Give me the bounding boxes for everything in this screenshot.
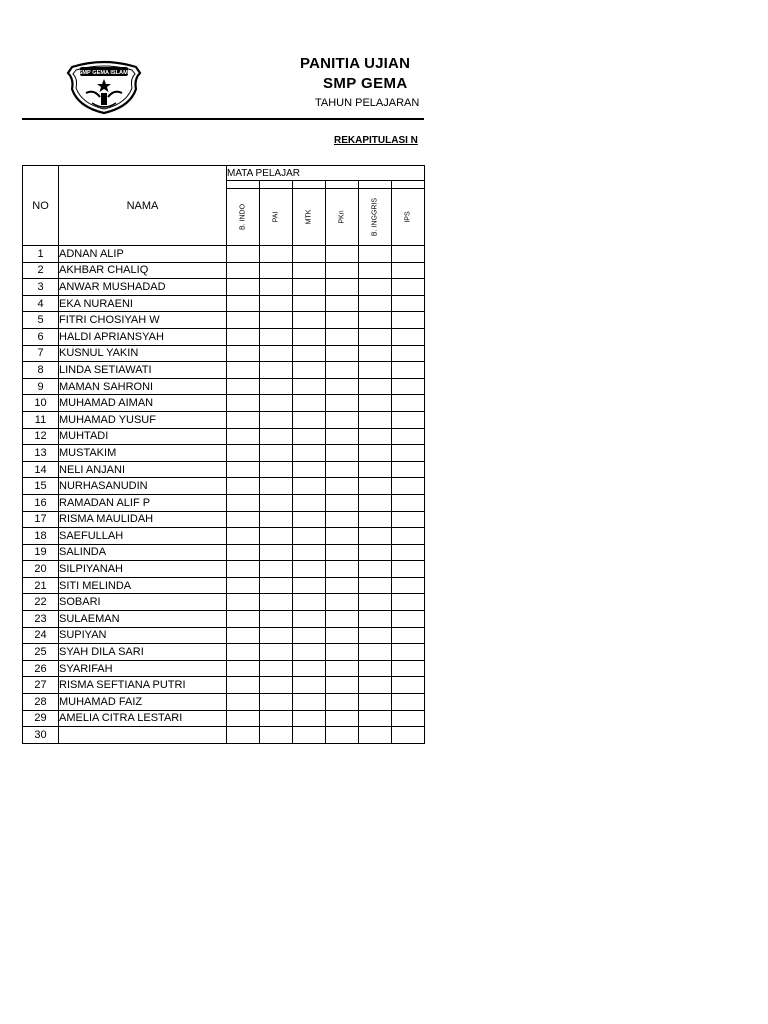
grade-cell[interactable] bbox=[227, 295, 260, 312]
grade-cell[interactable] bbox=[260, 345, 293, 362]
table-row bbox=[23, 694, 425, 711]
grade-cell[interactable] bbox=[260, 727, 293, 744]
grade-cell[interactable] bbox=[293, 528, 326, 545]
grade-cell[interactable] bbox=[392, 378, 425, 395]
grade-cell[interactable] bbox=[326, 295, 359, 312]
subject-spacer bbox=[260, 181, 293, 189]
grade-cell[interactable] bbox=[227, 411, 260, 428]
grade-cell[interactable] bbox=[293, 644, 326, 661]
grade-cell[interactable] bbox=[227, 561, 260, 578]
grade-cell[interactable] bbox=[260, 378, 293, 395]
grade-cell[interactable] bbox=[293, 494, 326, 511]
grade-cell[interactable] bbox=[392, 561, 425, 578]
grade-cell[interactable] bbox=[260, 677, 293, 694]
table-row bbox=[23, 611, 425, 628]
grade-cell[interactable] bbox=[359, 677, 392, 694]
grade-cell[interactable] bbox=[326, 561, 359, 578]
grade-cell[interactable] bbox=[326, 328, 359, 345]
row-number: 17 bbox=[23, 511, 59, 528]
table-row bbox=[23, 577, 425, 594]
grade-cell[interactable] bbox=[260, 528, 293, 545]
grade-cell[interactable] bbox=[359, 362, 392, 379]
grade-cell[interactable] bbox=[392, 312, 425, 329]
grade-cell[interactable] bbox=[359, 561, 392, 578]
grade-cell[interactable] bbox=[326, 312, 359, 329]
column-header-nama: NAMA bbox=[59, 166, 227, 246]
grade-cell[interactable] bbox=[293, 478, 326, 495]
grade-cell[interactable] bbox=[326, 461, 359, 478]
row-number: 6 bbox=[23, 328, 59, 345]
grade-cell[interactable] bbox=[326, 694, 359, 711]
grade-cell[interactable] bbox=[359, 694, 392, 711]
grade-cell[interactable] bbox=[392, 478, 425, 495]
grade-cell[interactable] bbox=[260, 694, 293, 711]
grade-cell[interactable] bbox=[293, 611, 326, 628]
grade-cell[interactable] bbox=[326, 395, 359, 412]
subject-header bbox=[359, 189, 392, 246]
student-name: MUSTAKIM bbox=[59, 445, 227, 462]
table-row bbox=[23, 328, 425, 345]
grade-cell[interactable] bbox=[392, 494, 425, 511]
grade-cell[interactable] bbox=[293, 544, 326, 561]
table-row bbox=[23, 395, 425, 412]
table-row bbox=[23, 561, 425, 578]
grade-cell[interactable] bbox=[326, 279, 359, 296]
student-name: SULAEMAN bbox=[59, 611, 227, 628]
logo-text: SMP GEMA ISLAMI bbox=[78, 70, 130, 76]
grade-cell[interactable] bbox=[392, 345, 425, 362]
grade-cell[interactable] bbox=[293, 295, 326, 312]
grade-cell[interactable] bbox=[392, 611, 425, 628]
grade-cell[interactable] bbox=[227, 279, 260, 296]
grade-cell[interactable] bbox=[392, 627, 425, 644]
grade-cell[interactable] bbox=[359, 710, 392, 727]
grade-cell[interactable] bbox=[326, 528, 359, 545]
grade-cell[interactable] bbox=[326, 577, 359, 594]
grade-cell[interactable] bbox=[293, 445, 326, 462]
grade-cell[interactable] bbox=[227, 577, 260, 594]
grade-cell[interactable] bbox=[227, 727, 260, 744]
subject-spacer bbox=[392, 181, 425, 189]
subject-spacer bbox=[227, 181, 260, 189]
grade-cell[interactable] bbox=[326, 378, 359, 395]
grade-cell[interactable] bbox=[293, 378, 326, 395]
grade-cell[interactable] bbox=[326, 627, 359, 644]
grade-cell[interactable] bbox=[359, 246, 392, 263]
grade-cell[interactable] bbox=[326, 445, 359, 462]
row-number: 18 bbox=[23, 528, 59, 545]
student-name: ADNAN ALIP bbox=[59, 246, 227, 263]
grade-cell[interactable] bbox=[293, 694, 326, 711]
grade-cell[interactable] bbox=[359, 378, 392, 395]
grade-cell[interactable] bbox=[227, 328, 260, 345]
grade-cell[interactable] bbox=[260, 577, 293, 594]
student-name: HALDI APRIANSYAH bbox=[59, 328, 227, 345]
subject-label: PAI bbox=[272, 211, 280, 223]
grade-cell[interactable] bbox=[227, 378, 260, 395]
student-name: SYARIFAH bbox=[59, 660, 227, 677]
grade-cell[interactable] bbox=[260, 627, 293, 644]
grade-cell[interactable] bbox=[293, 461, 326, 478]
table-row bbox=[23, 594, 425, 611]
grade-cell[interactable] bbox=[359, 461, 392, 478]
subject-label: IPS bbox=[404, 211, 412, 223]
grade-cell[interactable] bbox=[227, 594, 260, 611]
table-row bbox=[23, 478, 425, 495]
subject-header bbox=[326, 189, 359, 246]
student-name: RAMADAN ALIF P bbox=[59, 494, 227, 511]
row-number: 16 bbox=[23, 494, 59, 511]
table-row bbox=[23, 428, 425, 445]
row-number: 27 bbox=[23, 677, 59, 694]
school-name: SMP GEMA bbox=[323, 75, 408, 92]
grade-cell[interactable] bbox=[326, 345, 359, 362]
student-name: AMELIA CITRA LESTARI bbox=[59, 710, 227, 727]
grade-cell[interactable] bbox=[392, 295, 425, 312]
grade-cell[interactable] bbox=[392, 328, 425, 345]
student-name: MUHAMAD YUSUF bbox=[59, 411, 227, 428]
grade-cell[interactable] bbox=[260, 544, 293, 561]
grade-cell[interactable] bbox=[359, 660, 392, 677]
table-row bbox=[23, 528, 425, 545]
row-number: 29 bbox=[23, 710, 59, 727]
row-number: 11 bbox=[23, 411, 59, 428]
grade-cell[interactable] bbox=[359, 328, 392, 345]
student-name bbox=[59, 727, 227, 744]
grade-cell[interactable] bbox=[326, 494, 359, 511]
grade-cell[interactable] bbox=[260, 312, 293, 329]
grade-cell[interactable] bbox=[227, 644, 260, 661]
table-row bbox=[23, 312, 425, 329]
grade-cell[interactable] bbox=[293, 345, 326, 362]
grade-cell[interactable] bbox=[260, 561, 293, 578]
grade-cell[interactable] bbox=[260, 660, 293, 677]
student-name: MUHAMAD AIMAN bbox=[59, 395, 227, 412]
grade-cell[interactable] bbox=[359, 345, 392, 362]
grade-cell[interactable] bbox=[392, 677, 425, 694]
grade-cell[interactable] bbox=[293, 577, 326, 594]
grade-cell[interactable] bbox=[260, 594, 293, 611]
grade-cell[interactable] bbox=[227, 710, 260, 727]
subject-label: MTK bbox=[305, 209, 313, 225]
grade-cell[interactable] bbox=[260, 511, 293, 528]
grade-cell[interactable] bbox=[359, 644, 392, 661]
student-name: SOBARI bbox=[59, 594, 227, 611]
student-name: RISMA SEFTIANA PUTRI bbox=[59, 677, 227, 694]
grade-cell[interactable] bbox=[359, 262, 392, 279]
subject-spacer bbox=[293, 181, 326, 189]
student-name: NURHASANUDIN bbox=[59, 478, 227, 495]
subject-header bbox=[392, 189, 425, 246]
row-number: 15 bbox=[23, 478, 59, 495]
grade-cell[interactable] bbox=[326, 644, 359, 661]
grade-cell[interactable] bbox=[260, 362, 293, 379]
grades-table bbox=[22, 165, 425, 744]
grade-cell[interactable] bbox=[326, 362, 359, 379]
grade-cell[interactable] bbox=[227, 611, 260, 628]
grade-cell[interactable] bbox=[392, 362, 425, 379]
grade-cell[interactable] bbox=[260, 710, 293, 727]
row-number: 24 bbox=[23, 627, 59, 644]
table-row bbox=[23, 445, 425, 462]
grade-cell[interactable] bbox=[293, 428, 326, 445]
table-row bbox=[23, 511, 425, 528]
grade-cell[interactable] bbox=[227, 544, 260, 561]
student-name: MUHAMAD FAIZ bbox=[59, 694, 227, 711]
grade-cell[interactable] bbox=[227, 246, 260, 263]
grade-cell[interactable] bbox=[392, 262, 425, 279]
grade-cell[interactable] bbox=[392, 528, 425, 545]
grade-cell[interactable] bbox=[326, 411, 359, 428]
grade-cell[interactable] bbox=[392, 710, 425, 727]
row-number: 28 bbox=[23, 694, 59, 711]
student-name: MUHTADI bbox=[59, 428, 227, 445]
row-number: 26 bbox=[23, 660, 59, 677]
grade-cell[interactable] bbox=[260, 494, 293, 511]
row-number: 23 bbox=[23, 611, 59, 628]
student-name: NELI ANJANI bbox=[59, 461, 227, 478]
row-number: 8 bbox=[23, 362, 59, 379]
subject-label: B. INGGRIS bbox=[371, 197, 379, 237]
grade-cell[interactable] bbox=[227, 478, 260, 495]
grade-cell[interactable] bbox=[392, 246, 425, 263]
table-row bbox=[23, 544, 425, 561]
grade-cell[interactable] bbox=[227, 528, 260, 545]
grade-cell[interactable] bbox=[227, 627, 260, 644]
student-name: AKHBAR CHALIQ bbox=[59, 262, 227, 279]
row-number: 5 bbox=[23, 312, 59, 329]
grade-cell[interactable] bbox=[293, 262, 326, 279]
grade-cell[interactable] bbox=[326, 677, 359, 694]
subject-spacer bbox=[359, 181, 392, 189]
row-number: 21 bbox=[23, 577, 59, 594]
grade-cell[interactable] bbox=[227, 694, 260, 711]
grade-cell[interactable] bbox=[392, 511, 425, 528]
grade-cell[interactable] bbox=[359, 627, 392, 644]
grade-cell[interactable] bbox=[326, 246, 359, 263]
grade-cell[interactable] bbox=[293, 594, 326, 611]
grade-cell[interactable] bbox=[293, 727, 326, 744]
grade-cell[interactable] bbox=[392, 461, 425, 478]
subject-header bbox=[227, 189, 260, 246]
grade-cell[interactable] bbox=[326, 511, 359, 528]
grade-cell[interactable] bbox=[359, 395, 392, 412]
student-name: EKA NURAENI bbox=[59, 295, 227, 312]
table-row bbox=[23, 494, 425, 511]
table-row bbox=[23, 644, 425, 661]
table-row bbox=[23, 627, 425, 644]
grade-cell[interactable] bbox=[227, 345, 260, 362]
row-number: 22 bbox=[23, 594, 59, 611]
grade-cell[interactable] bbox=[392, 445, 425, 462]
grade-cell[interactable] bbox=[326, 660, 359, 677]
table-row bbox=[23, 246, 425, 263]
row-number: 1 bbox=[23, 246, 59, 263]
row-number: 9 bbox=[23, 378, 59, 395]
grade-cell[interactable] bbox=[359, 511, 392, 528]
grade-cell[interactable] bbox=[293, 328, 326, 345]
table-row bbox=[23, 461, 425, 478]
grade-cell[interactable] bbox=[392, 727, 425, 744]
grade-cell[interactable] bbox=[326, 611, 359, 628]
grade-cell[interactable] bbox=[392, 395, 425, 412]
committee-title: PANITIA UJIAN bbox=[300, 55, 411, 72]
grade-cell[interactable] bbox=[326, 478, 359, 495]
grade-cell[interactable] bbox=[260, 445, 293, 462]
grade-cell[interactable] bbox=[326, 710, 359, 727]
table-row bbox=[23, 362, 425, 379]
subject-spacer bbox=[326, 181, 359, 189]
grade-cell[interactable] bbox=[359, 577, 392, 594]
student-name: SUPIYAN bbox=[59, 627, 227, 644]
row-number: 12 bbox=[23, 428, 59, 445]
grade-cell[interactable] bbox=[359, 494, 392, 511]
grade-cell[interactable] bbox=[260, 428, 293, 445]
grade-cell[interactable] bbox=[392, 544, 425, 561]
row-number: 20 bbox=[23, 561, 59, 578]
student-name: ANWAR MUSHADAD bbox=[59, 279, 227, 296]
grade-cell[interactable] bbox=[326, 594, 359, 611]
grade-cell[interactable] bbox=[359, 478, 392, 495]
grade-cell[interactable] bbox=[293, 561, 326, 578]
grade-cell[interactable] bbox=[227, 428, 260, 445]
grade-cell[interactable] bbox=[293, 411, 326, 428]
grade-cell[interactable] bbox=[260, 611, 293, 628]
row-number: 4 bbox=[23, 295, 59, 312]
table-row bbox=[23, 411, 425, 428]
subjects-group-header: MATA PELAJAR bbox=[227, 166, 425, 181]
grade-cell[interactable] bbox=[260, 395, 293, 412]
grade-cell[interactable] bbox=[359, 279, 392, 296]
grade-cell[interactable] bbox=[293, 246, 326, 263]
student-name: KUSNUL YAKIN bbox=[59, 345, 227, 362]
row-number: 13 bbox=[23, 445, 59, 462]
grade-cell[interactable] bbox=[227, 511, 260, 528]
grade-cell[interactable] bbox=[392, 694, 425, 711]
grade-cell[interactable] bbox=[359, 544, 392, 561]
table-row bbox=[23, 279, 425, 296]
student-name: SAEFULLAH bbox=[59, 528, 227, 545]
student-name: SITI MELINDA bbox=[59, 577, 227, 594]
row-number: 19 bbox=[23, 544, 59, 561]
grade-cell[interactable] bbox=[293, 395, 326, 412]
grade-cell[interactable] bbox=[260, 279, 293, 296]
grade-cell[interactable] bbox=[359, 312, 392, 329]
grade-cell[interactable] bbox=[392, 428, 425, 445]
student-name: SALINDA bbox=[59, 544, 227, 561]
header-divider bbox=[22, 118, 424, 120]
grade-cell[interactable] bbox=[392, 644, 425, 661]
grade-cell[interactable] bbox=[260, 461, 293, 478]
grade-cell[interactable] bbox=[227, 660, 260, 677]
grade-cell[interactable] bbox=[392, 279, 425, 296]
grade-cell[interactable] bbox=[359, 528, 392, 545]
table-row bbox=[23, 677, 425, 694]
grade-cell[interactable] bbox=[326, 727, 359, 744]
table-row bbox=[23, 660, 425, 677]
grade-cell[interactable] bbox=[359, 727, 392, 744]
grade-cell[interactable] bbox=[359, 295, 392, 312]
report-title: REKAPITULASI N bbox=[334, 135, 418, 146]
table-row bbox=[23, 262, 425, 279]
student-name: FITRI CHOSIYAH W bbox=[59, 312, 227, 329]
grade-cell[interactable] bbox=[227, 395, 260, 412]
grade-cell[interactable] bbox=[392, 594, 425, 611]
grade-cell[interactable] bbox=[359, 428, 392, 445]
grade-cell[interactable] bbox=[293, 660, 326, 677]
grade-cell[interactable] bbox=[326, 428, 359, 445]
student-name: MAMAN SAHRONI bbox=[59, 378, 227, 395]
grade-cell[interactable] bbox=[227, 677, 260, 694]
grade-cell[interactable] bbox=[227, 362, 260, 379]
grade-cell[interactable] bbox=[260, 644, 293, 661]
grade-cell[interactable] bbox=[392, 660, 425, 677]
grade-cell[interactable] bbox=[293, 677, 326, 694]
academic-year: TAHUN PELAJARAN bbox=[315, 97, 420, 109]
grade-cell[interactable] bbox=[293, 362, 326, 379]
subject-header bbox=[293, 189, 326, 246]
table-row bbox=[23, 710, 425, 727]
row-number: 14 bbox=[23, 461, 59, 478]
grade-cell[interactable] bbox=[293, 627, 326, 644]
grade-cell[interactable] bbox=[392, 411, 425, 428]
grade-cell[interactable] bbox=[260, 411, 293, 428]
table-row bbox=[23, 378, 425, 395]
grade-cell[interactable] bbox=[359, 611, 392, 628]
grade-cell[interactable] bbox=[260, 295, 293, 312]
grade-cell[interactable] bbox=[293, 279, 326, 296]
subject-label: PKn bbox=[338, 210, 346, 224]
table-row bbox=[23, 345, 425, 362]
grade-cell[interactable] bbox=[227, 445, 260, 462]
grade-cell[interactable] bbox=[359, 411, 392, 428]
grade-cell[interactable] bbox=[359, 445, 392, 462]
grade-cell[interactable] bbox=[227, 461, 260, 478]
grade-cell[interactable] bbox=[227, 494, 260, 511]
grade-cell[interactable] bbox=[326, 544, 359, 561]
row-number: 7 bbox=[23, 345, 59, 362]
grade-cell[interactable] bbox=[326, 262, 359, 279]
grade-cell[interactable] bbox=[227, 312, 260, 329]
table-row bbox=[23, 727, 425, 744]
subject-label: B. INDO bbox=[239, 203, 247, 231]
grade-cell[interactable] bbox=[260, 262, 293, 279]
column-header-no: NO bbox=[23, 166, 59, 246]
grade-cell[interactable] bbox=[293, 312, 326, 329]
row-number: 25 bbox=[23, 644, 59, 661]
grade-cell[interactable] bbox=[260, 246, 293, 263]
grade-cell[interactable] bbox=[293, 511, 326, 528]
table-row bbox=[23, 295, 425, 312]
grade-cell[interactable] bbox=[392, 577, 425, 594]
student-name: RISMA MAULIDAH bbox=[59, 511, 227, 528]
row-number: 10 bbox=[23, 395, 59, 412]
grade-cell[interactable] bbox=[260, 478, 293, 495]
student-name: SYAH DILA SARI bbox=[59, 644, 227, 661]
student-name: SILPIYANAH bbox=[59, 561, 227, 578]
row-number: 3 bbox=[23, 279, 59, 296]
subject-header bbox=[260, 189, 293, 246]
row-number: 30 bbox=[23, 727, 59, 744]
grade-cell[interactable] bbox=[260, 328, 293, 345]
student-name: LINDA SETIAWATI bbox=[59, 362, 227, 379]
row-number: 2 bbox=[23, 262, 59, 279]
grade-cell[interactable] bbox=[359, 594, 392, 611]
grade-cell[interactable] bbox=[227, 262, 260, 279]
grade-cell[interactable] bbox=[293, 710, 326, 727]
